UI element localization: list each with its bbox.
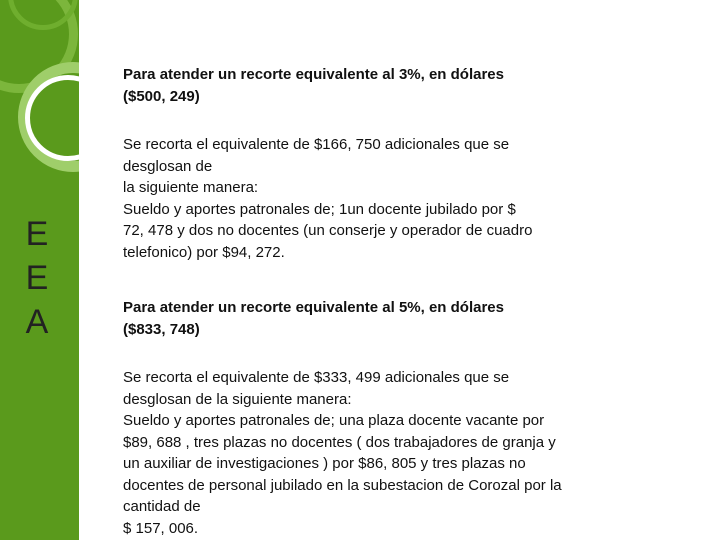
body-line: docentes de personal jubilado en la subestacion de Corozal por la — [123, 476, 562, 494]
body-line: $89, 688 , tres plazas no docentes ( dos trabajadores de granja y — [123, 433, 556, 451]
body-line: Se recorta el equivalente de $166, 750 adicionales que se — [123, 136, 510, 153]
body-line: Sueldo y aportes patronales de; 1un docente jubilado por $ — [123, 200, 516, 218]
body-line: Se recorta el equivalente de $333, 499 adicionales que se — [123, 369, 510, 386]
section-heading — [123, 297, 663, 340]
body-line: un auxiliar de investigaciones ) por $86, 805 y tres plazas no — [123, 455, 526, 472]
section-3-percent — [123, 64, 663, 263]
body-line: 72, 478 y dos no docentes (un conserje y operador de cuadro — [123, 222, 533, 239]
slide-content — [123, 64, 663, 539]
section-body — [123, 367, 663, 539]
vertical-letter: A — [25, 303, 49, 341]
section-body — [123, 134, 663, 263]
body-line: $ 157, 006. — [123, 519, 199, 537]
heading-line: Para atender un recorte equivalente al 3%, en dólares — [123, 66, 504, 83]
body-line: desglosan de — [123, 157, 213, 175]
vertical-letter: E — [25, 259, 49, 297]
section-heading — [123, 64, 663, 107]
heading-line: Para atender un recorte equivalente al 5%, en dólares — [123, 299, 504, 316]
body-line: Sueldo y aportes patronales de; una plaza docente vacante por — [123, 412, 545, 429]
body-line: desglosan de la siguiente manera: — [123, 390, 352, 408]
vertical-label — [20, 212, 54, 344]
body-line: la siguiente manera: — [123, 179, 259, 196]
section-5-percent — [123, 297, 663, 539]
body-line: cantidad de — [123, 498, 201, 515]
body-line: telefonico) por $94, 272. — [123, 243, 285, 261]
heading-line: ($833, 748) — [123, 320, 200, 338]
heading-line: ($500, 249) — [123, 87, 200, 105]
vertical-letter: E — [25, 215, 49, 253]
